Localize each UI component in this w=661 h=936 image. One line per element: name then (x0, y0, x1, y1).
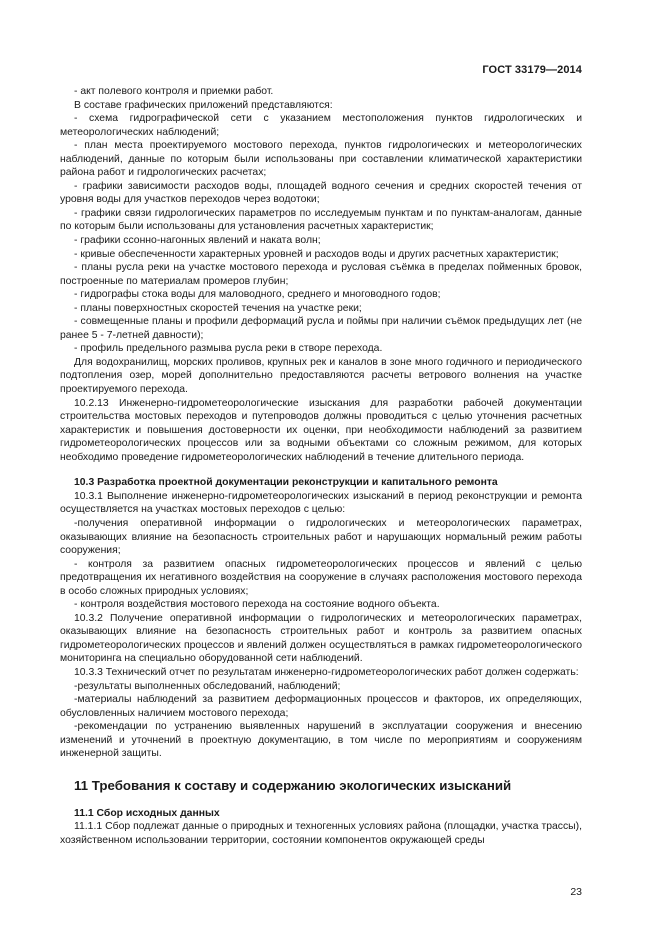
paragraph: 10.3.3 Технический отчет по результатам инженерно-гидрометеорологических работ должен содержать: (74, 666, 579, 678)
paragraph: - профиль предельного размыва русла реки в створе перехода. (74, 343, 383, 355)
paragraph: 10.3.2 Получение оперативной информации о гидрологических и метеорологических параметрах, оказывающих влияние на безопасность строительных работ и контроль за развитием опасных гидрометеорологических процессов и явлений должен осуществляться в рамках гидрометеорологического мониторинга на специально оборудованной сети наблюдений. (60, 612, 582, 665)
paragraph: Для водохранилищ, морских проливов, крупных рек и каналов в зоне много годичного и периодического подтопления озер, морей дополнительно предоставляются расчеты ветрового волнения на участке проектируемого перехода. (60, 356, 582, 396)
paragraph: - гидрографы стока воды для маловодного, среднего и многоводного годов; (74, 289, 441, 301)
paragraph: - графики ссонно-нагонных явлений и наката волн; (74, 235, 321, 247)
paragraph-group-a (60, 85, 582, 464)
paragraph: -результаты выполненных обследований, наблюдений; (74, 680, 341, 692)
paragraph: -материалы наблюдений за развитием деформационных процессов и факторов, их определяющих, обусловленных наличием мостового перехода; (60, 694, 582, 719)
paragraph: - графики связи гидрологических параметров по исследуемым пунктам и по пунктам-аналогам, данные по которым были использованы для установления расчетных характеристик; (60, 207, 582, 233)
paragraph: -получения оперативной информации о гидрологических и метеорологических параметрах, оказывающих влияние на безопасность строительных работ и нарушающих нормальный режим работы сооружения; (60, 517, 582, 557)
paragraph: 10.2.13 Инженерно-гидрометеорологические изыскания для разработки рабочей документации строительства мостовых переходов и путепроводов должны проводиться с целью уточнения расчетных характеристик и повышения достоверности их оценки, при необходимости наблюдений за развитием гидрометеорологических процессов или за водными объектами со сложным режимом, для которых необходимо проведение гидрометеорологических наблюдений в течение длительного периода. (60, 397, 582, 463)
section-heading-11: 11 Требования к составу и содержанию экологических изысканий (74, 777, 512, 793)
paragraph: - совмещенные планы и профили деформаций русла и поймы при наличии съёмок предыдущих лет (не ранее 5 - 7-летней давности); (60, 316, 582, 341)
paragraph: - планы русла реки на участке мостового перехода и русловая съёмка в пределах пойменных бровок, построенные по материалам промеров глубин; (60, 262, 582, 287)
paragraph: - план места проектируемого мостового перехода, пунктов гидрологических и метеорологических наблюдений, данные по которым были использованы при составлении климатической характеристики района работ и гидрологических расчетах; (60, 140, 582, 179)
paragraph: - планы поверхностных скоростей течения на участке реки; (74, 302, 362, 314)
paragraph: - графики зависимости расходов воды, площадей водного сечения и средних скоростей течения от уровня воды для участков переходов через водотоки; (60, 180, 582, 206)
paragraph: В составе графических приложений представляются: (74, 99, 333, 111)
paragraph: -рекомендации по устранению выявленных нарушений в эксплуатации сооружения и внесению изменений и уточнений в проектную документацию, в том числе по мероприятиям и сооружениям инженерной защиты. (60, 721, 582, 760)
paragraph: - кривые обеспеченности характерных уровней и расходов воды и других расчетных характеристик; (74, 248, 559, 260)
page-number: 23 (570, 886, 582, 898)
paragraph-group-b (60, 490, 582, 761)
section-heading-10-3: 10.3 Разработка проектной документации реконструкции и капитального ремонта (74, 477, 498, 489)
paragraph: - контроля за развитием опасных гидрометеорологических процессов и явлений с целью предотвращения их негативного воздействия на сооружение в случаях расположения мостового перехода в особо сложных природных условиях; (60, 558, 582, 597)
paragraph: - акт полевого контроля и приемки работ. (74, 86, 274, 97)
paragraph: 10.3.1 Выполнение инженерно-гидрометеорологических изысканий в период реконструкции и ремонта осуществляется на участках мостовых переходов с целью: (60, 490, 582, 516)
paragraph-group-c (60, 820, 582, 847)
paragraph: 11.1.1 Сбор подлежат данные о природных и техногенных условиях района (площадки, участка трассы), хозяйственном использовании территории, состоянии компонентов окружающей среды (60, 821, 582, 846)
document-code: ГОСТ 33179—2014 (482, 64, 582, 76)
paragraph: - контроля воздействия мостового перехода на состояние водного объекта. (74, 599, 440, 611)
document-body (60, 85, 582, 847)
section-heading-11-1: 11.1 Сбор исходных данных (74, 807, 220, 819)
paragraph: - схема гидрографической сети с указанием местоположения пунктов гидрологических и метеорологических наблюдений; (60, 113, 582, 138)
